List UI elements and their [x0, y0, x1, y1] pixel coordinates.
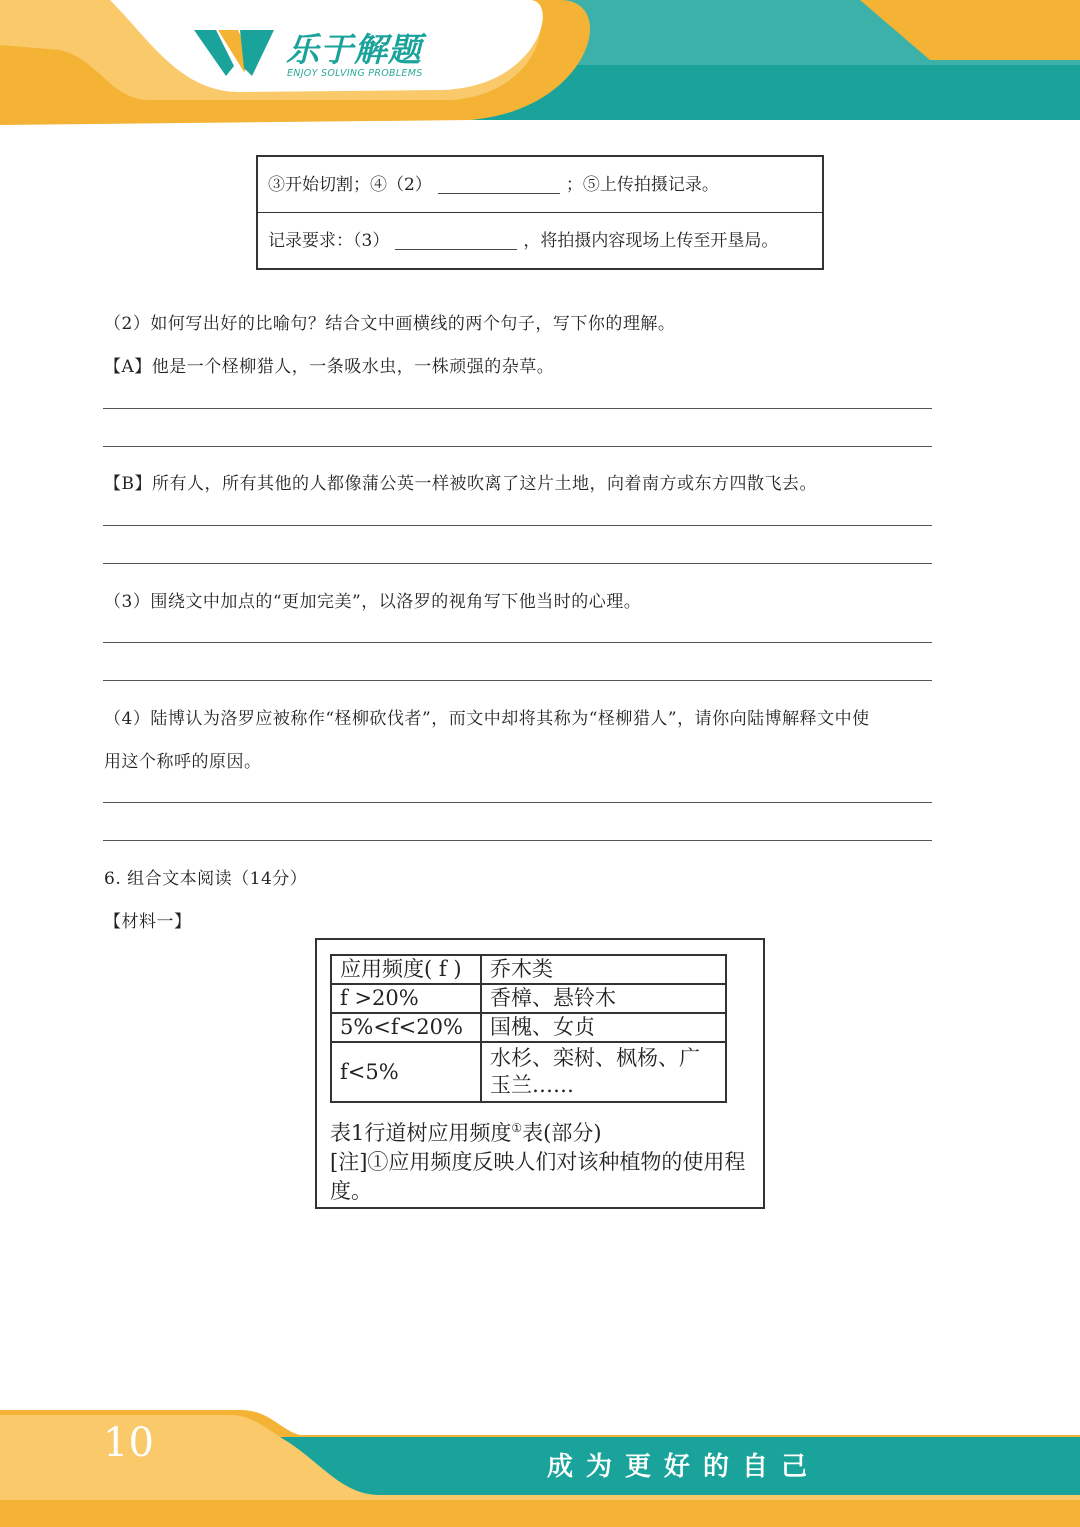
- table-row: [331, 1042, 726, 1102]
- caption-main: 表1行道树应用频度: [330, 1121, 512, 1145]
- question-4-line2: 用这个称呼的原因。: [104, 752, 262, 772]
- footer-background: [0, 1410, 1080, 1527]
- top-table: [256, 155, 824, 270]
- material-1-label: 【材料一】: [104, 912, 192, 932]
- page-number: 10: [103, 1420, 154, 1466]
- answer-line: [103, 802, 932, 803]
- section-6-title: 6. 组合文本阅读（14分）: [104, 869, 308, 889]
- row1-text-a: ③开始切割；④（2）: [268, 175, 432, 195]
- answer-line: [103, 563, 932, 564]
- table-header-row: [331, 955, 726, 984]
- answer-line: [103, 525, 932, 526]
- table-header-cell: 应用频度( f ): [331, 955, 481, 984]
- question-2: （2）如何写出好的比喻句？结合文中画横线的两个句子，写下你的理解。: [104, 314, 676, 334]
- logo-icon: [190, 22, 280, 78]
- table-row: [331, 1013, 726, 1042]
- question-4-line1: （4）陆博认为洛罗应被称作“柽柳砍伐者”，而文中却将其称为“柽柳猎人”，请你向陆博解释文中使: [104, 709, 870, 729]
- caption-footnote-mark: ①: [511, 1121, 523, 1135]
- footer-slogan: 成为更好的自己: [547, 1452, 821, 1482]
- table-caption: [330, 1114, 750, 1206]
- answer-blank-3: [395, 249, 517, 250]
- question-2a: 【A】他是一个柽柳猎人，一条吸水虫，一株顽强的杂草。: [104, 357, 555, 377]
- material-table-figure: [315, 938, 765, 1209]
- row1-text-b: ；⑤上传拍摄记录。: [565, 175, 719, 195]
- brand-name: 乐于解题: [286, 30, 422, 69]
- answer-line: [103, 840, 932, 841]
- answer-line: [103, 680, 932, 681]
- table-header-cell: 乔木类: [481, 955, 726, 984]
- row2-text-a: 记录要求：（3）: [268, 231, 390, 251]
- table-cell: 水杉、栾树、枫杨、广玉兰……: [481, 1042, 726, 1102]
- top-table-row: [258, 213, 822, 269]
- row2-text-b: ，将拍摄内容现场上传至开垦局。: [523, 231, 779, 251]
- brand-tagline: ENJOY SOLVING PROBLEMS: [287, 68, 423, 79]
- caption-title: [330, 1114, 750, 1148]
- page-header: [0, 0, 1080, 125]
- answer-line: [103, 642, 932, 643]
- table-cell: 5%<f<20%: [331, 1013, 481, 1042]
- top-table-row: [258, 157, 822, 213]
- table-cell: 香樟、悬铃木: [481, 984, 726, 1013]
- answer-blank-2: [438, 193, 560, 194]
- caption-note: [注]①应用频度反映人们对该种植物的使用程度。: [330, 1150, 746, 1203]
- answer-line: [103, 408, 932, 409]
- header-background: [0, 0, 1080, 125]
- brand-logo: [190, 22, 450, 86]
- table-row: [331, 984, 726, 1013]
- question-2b: 【B】所有人，所有其他的人都像蒲公英一样被吹离了这片土地，向着南方或东方四散飞去。: [104, 474, 817, 494]
- question-3: （3）围绕文中加点的“更加完美”，以洛罗的视角写下他当时的心理。: [104, 592, 642, 612]
- answer-line: [103, 446, 932, 447]
- table-cell: 国槐、女贞: [481, 1013, 726, 1042]
- material-table: [330, 954, 727, 1103]
- table-cell: f >20%: [331, 984, 481, 1013]
- page-footer: [0, 1410, 1080, 1527]
- table-cell: f<5%: [331, 1042, 481, 1102]
- caption-tail: 表(部分): [522, 1121, 602, 1145]
